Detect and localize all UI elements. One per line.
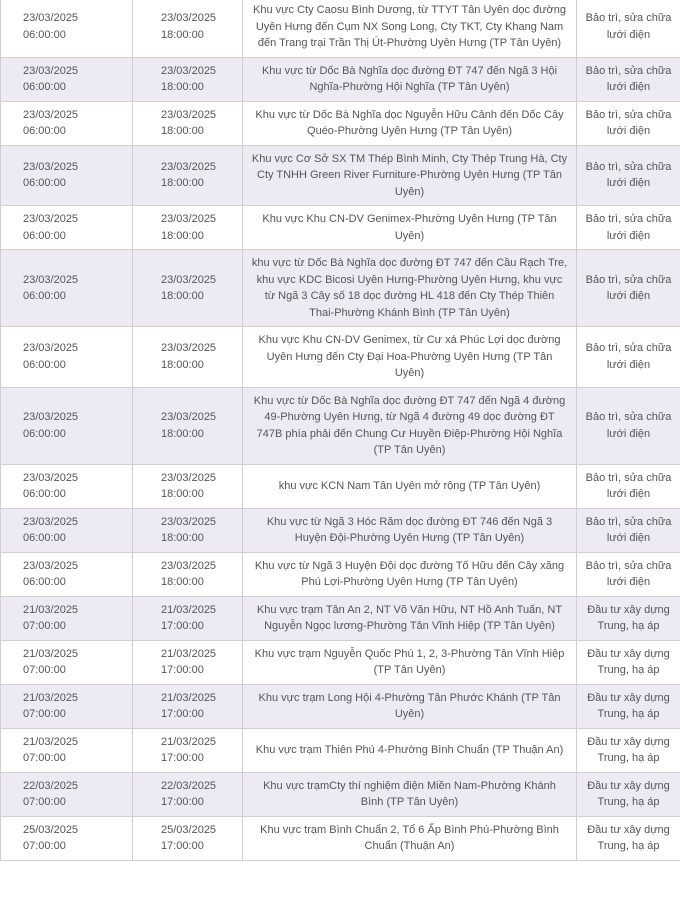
area-cell: Khu vực từ Dốc Bà Nghĩa dọc đường ĐT 747 đến Ngã 3 Hội Nghĩa-Phường Hội Nghĩa (TP Tân Uyên) — [243, 57, 577, 101]
start-date: 23/03/2025 — [23, 559, 79, 572]
end-date: 21/03/2025 — [161, 735, 217, 748]
end-cell — [133, 206, 243, 250]
end-date: 23/03/2025 — [161, 160, 217, 173]
reason-cell: Đầu tư xây dựng Trung, hạ áp — [577, 772, 680, 816]
table-row — [1, 101, 680, 145]
end-date: 21/03/2025 — [161, 603, 217, 616]
start-time: 06:00:00 — [23, 290, 66, 302]
end-cell — [133, 596, 243, 640]
start-cell — [1, 387, 133, 464]
end-cell — [133, 684, 243, 728]
table-row — [1, 464, 680, 508]
end-time: 17:00:00 — [161, 708, 204, 720]
reason-cell: Bảo trì, sửa chữa lưới điện — [577, 0, 680, 57]
end-time: 18:00:00 — [161, 81, 204, 93]
end-time: 18:00:00 — [161, 358, 204, 371]
start-cell — [1, 327, 133, 388]
end-time: 18:00:00 — [161, 177, 204, 190]
start-time: 07:00:00 — [23, 620, 66, 632]
start-date: 25/03/2025 — [23, 823, 79, 836]
table-row — [1, 772, 680, 816]
start-cell — [1, 206, 133, 250]
table-row — [1, 816, 680, 860]
start-date: 23/03/2025 — [23, 471, 79, 484]
start-date: 23/03/2025 — [23, 64, 79, 77]
table-row — [1, 640, 680, 684]
start-cell — [1, 464, 133, 508]
end-cell — [133, 552, 243, 596]
end-time: 18:00:00 — [161, 290, 204, 302]
reason-cell: Đầu tư xây dựng Trung, hạ áp — [577, 596, 680, 640]
end-cell — [133, 640, 243, 684]
start-date: 23/03/2025 — [23, 342, 79, 355]
start-time: 07:00:00 — [23, 752, 66, 764]
start-time: 06:00:00 — [23, 81, 66, 93]
area-cell: Khu vực từ Ngã 3 Hóc Răm dọc đường ĐT 746 đến Ngã 3 Huyện Đội-Phường Uyên Hưng (TP Tân Uyên) — [243, 508, 577, 552]
reason-cell: Bảo trì, sửa chữa lưới điện — [577, 508, 680, 552]
start-time: 06:00:00 — [23, 28, 66, 41]
reason-cell: Đầu tư xây dựng Trung, hạ áp — [577, 640, 680, 684]
start-date: 21/03/2025 — [23, 603, 79, 616]
start-time: 06:00:00 — [23, 576, 66, 588]
reason-cell: Bảo trì, sửa chữa lưới điện — [577, 387, 680, 464]
reason-cell: Bảo trì, sửa chữa lưới điện — [577, 101, 680, 145]
end-date: 23/03/2025 — [161, 471, 217, 484]
reason-cell: Bảo trì, sửa chữa lưới điện — [577, 552, 680, 596]
start-cell — [1, 552, 133, 596]
end-cell — [133, 772, 243, 816]
end-cell — [133, 0, 243, 57]
area-cell: Khu vực Cơ Sở SX TM Thép Bình Minh, Cty Thép Trung Hà, Cty Cty TNHH Green River Furniture-Phường Uyên Hưng (TP Tân Uyên) — [243, 145, 577, 206]
end-time: 17:00:00 — [161, 796, 204, 808]
start-date: 23/03/2025 — [23, 515, 79, 528]
start-time: 06:00:00 — [23, 532, 66, 544]
end-cell — [133, 816, 243, 860]
start-cell — [1, 596, 133, 640]
end-date: 23/03/2025 — [161, 213, 217, 225]
start-date: 22/03/2025 — [23, 779, 79, 792]
end-time: 18:00:00 — [161, 488, 204, 500]
area-cell: Khu vực Khu CN-DV Genimex-Phường Uyên Hưng (TP Tân Uyên) — [243, 206, 577, 250]
end-cell — [133, 387, 243, 464]
area-cell: Khu vực trạm Nguyễn Quốc Phú 1, 2, 3-Phường Tân Vĩnh Hiệp (TP Tân Uyên) — [243, 640, 577, 684]
start-date: 23/03/2025 — [23, 160, 79, 173]
start-cell — [1, 57, 133, 101]
area-cell: Khu vực trạmCty thí nghiệm điện Miền Nam-Phường Khánh Bình (TP Tân Uyên) — [243, 772, 577, 816]
start-time: 07:00:00 — [23, 664, 66, 676]
reason-cell: Bảo trì, sửa chữa lưới điện — [577, 145, 680, 206]
reason-cell: Đầu tư xây dựng Trung, hạ áp — [577, 728, 680, 772]
reason-cell: Bảo trì, sửa chữa lưới điện — [577, 57, 680, 101]
start-date: 21/03/2025 — [23, 735, 79, 748]
area-cell: Khu vực Khu CN-DV Genimex, từ Cư xá Phúc Lợi dọc đường Uyên Hưng đến Cty Đại Hoa-Phường Uyên Hưng (TP Tân Uyên) — [243, 327, 577, 388]
start-cell — [1, 250, 133, 327]
start-time: 07:00:00 — [23, 708, 66, 720]
end-time: 18:00:00 — [161, 28, 204, 41]
start-cell — [1, 508, 133, 552]
area-cell: Khu vực trạm Tân An 2, NT Võ Văn Hữu, NT Hồ Anh Tuấn, NT Nguyễn Ngọc lương-Phường Tân Vĩnh Hiệp (TP Tân Uyên) — [243, 596, 577, 640]
table-row — [1, 327, 680, 388]
end-date: 23/03/2025 — [161, 108, 217, 121]
end-cell — [133, 327, 243, 388]
start-cell — [1, 816, 133, 860]
start-date: 23/03/2025 — [23, 108, 79, 121]
end-date: 23/03/2025 — [161, 342, 217, 355]
area-cell: Khu vực từ Dốc Bà Nghĩa dọc đường ĐT 747 đến Ngã 4 đường 49-Phường Uyên Hưng, từ Ngã 4 đường 49 dọc đường ĐT 747B phía phải đến Chung Cư Huyền Điệp-Phường Hội Nghĩa (TP Tân Uyên) — [243, 387, 577, 464]
end-date: 22/03/2025 — [161, 779, 217, 792]
end-time: 18:00:00 — [161, 125, 204, 137]
start-time: 07:00:00 — [23, 796, 66, 808]
end-date: 23/03/2025 — [161, 411, 217, 423]
start-time: 06:00:00 — [23, 427, 66, 440]
area-cell: Khu vực trạm Long Hội 4-Phường Tân Phước Khánh (TP Tân Uyên) — [243, 684, 577, 728]
end-cell — [133, 728, 243, 772]
table-row — [1, 552, 680, 596]
reason-cell: Bảo trì, sửa chữa lưới điện — [577, 206, 680, 250]
end-cell — [133, 101, 243, 145]
end-time: 18:00:00 — [161, 576, 204, 588]
area-cell: khu vực từ Dốc Bà Nghĩa dọc đường ĐT 747 đến Cầu Rạch Tre, khu vực KDC Bicosi Uyên Hưng-Phường Uyên Hưng, khu vực từ Ngã 3 Cây số 18 dọc đường HL 418 đến Cty Thép Thiên Thai-Phường Khánh Bình (TP Tân Uyên) — [243, 250, 577, 327]
end-time: 18:00:00 — [161, 427, 204, 440]
area-cell: Khu vực Cty Caosu Bình Dương, từ TTYT Tân Uyên dọc đường Uyên Hưng đến Cụm NX Song Long, Cty TKT, Cty Khang Nam đến Trang trại Trần Thị Út-Phường Uyên Hưng (TP Tân Uyên) — [243, 0, 577, 57]
reason-cell: Bảo trì, sửa chữa lưới điện — [577, 327, 680, 388]
end-cell — [133, 57, 243, 101]
reason-cell: Bảo trì, sửa chữa lưới điện — [577, 464, 680, 508]
end-time: 17:00:00 — [161, 752, 204, 764]
table-row — [1, 508, 680, 552]
start-cell — [1, 145, 133, 206]
end-date: 25/03/2025 — [161, 823, 217, 836]
end-date: 21/03/2025 — [161, 647, 217, 660]
start-time: 06:00:00 — [23, 177, 66, 190]
end-date: 23/03/2025 — [161, 12, 217, 25]
start-date: 23/03/2025 — [23, 213, 79, 225]
end-time: 18:00:00 — [161, 229, 204, 242]
start-time: 06:00:00 — [23, 125, 66, 137]
start-date: 23/03/2025 — [23, 12, 79, 25]
start-time: 06:00:00 — [23, 229, 66, 242]
end-cell — [133, 250, 243, 327]
end-date: 23/03/2025 — [161, 64, 217, 77]
start-date: 23/03/2025 — [23, 411, 79, 423]
table-row — [1, 57, 680, 101]
start-cell — [1, 772, 133, 816]
start-cell — [1, 684, 133, 728]
table-row — [1, 145, 680, 206]
start-time: 06:00:00 — [23, 358, 66, 371]
start-time: 07:00:00 — [23, 840, 66, 852]
start-date: 23/03/2025 — [23, 273, 79, 286]
end-cell — [133, 464, 243, 508]
area-cell: Khu vực từ Ngã 3 Huyện Đội dọc đường Tố Hữu đến Cây xăng Phú Lợi-Phường Uyên Hưng (TP Tân Uyên) — [243, 552, 577, 596]
table-row — [1, 596, 680, 640]
table-body — [1, 0, 680, 860]
end-time: 17:00:00 — [161, 664, 204, 676]
table-row — [1, 206, 680, 250]
reason-cell: Bảo trì, sửa chữa lưới điện — [577, 250, 680, 327]
area-cell: Khu vực trạm Bình Chuẩn 2, Tổ 6 Ấp Bình Phú-Phường Bình Chuẩn (Thuận An) — [243, 816, 577, 860]
start-cell — [1, 101, 133, 145]
area-cell: Khu vực trạm Thiên Phú 4-Phường Bình Chuẩn (TP Thuận An) — [243, 728, 577, 772]
end-cell — [133, 145, 243, 206]
end-date: 23/03/2025 — [161, 559, 217, 572]
start-date: 21/03/2025 — [23, 691, 79, 704]
area-cell: Khu vực từ Dốc Bà Nghĩa dọc Nguyễn Hữu Cảnh đến Dốc Cây Quéo-Phường Uyên Hưng (TP Tân Uyên) — [243, 101, 577, 145]
start-cell — [1, 0, 133, 57]
table-row — [1, 0, 680, 57]
start-time: 06:00:00 — [23, 488, 66, 500]
table-row — [1, 684, 680, 728]
start-date: 21/03/2025 — [23, 647, 79, 660]
end-time: 17:00:00 — [161, 840, 204, 852]
table-row — [1, 728, 680, 772]
reason-cell: Đầu tư xây dựng Trung, hạ áp — [577, 684, 680, 728]
end-cell — [133, 508, 243, 552]
end-time: 18:00:00 — [161, 532, 204, 544]
table-row — [1, 387, 680, 464]
end-date: 23/03/2025 — [161, 515, 217, 528]
start-cell — [1, 728, 133, 772]
area-cell: khu vực KCN Nam Tân Uyên mở rộng (TP Tân Uyên) — [243, 464, 577, 508]
end-time: 17:00:00 — [161, 620, 204, 632]
end-date: 23/03/2025 — [161, 273, 217, 286]
table-row — [1, 250, 680, 327]
end-date: 21/03/2025 — [161, 691, 217, 704]
start-cell — [1, 640, 133, 684]
reason-cell: Đầu tư xây dựng Trung, hạ áp — [577, 816, 680, 860]
